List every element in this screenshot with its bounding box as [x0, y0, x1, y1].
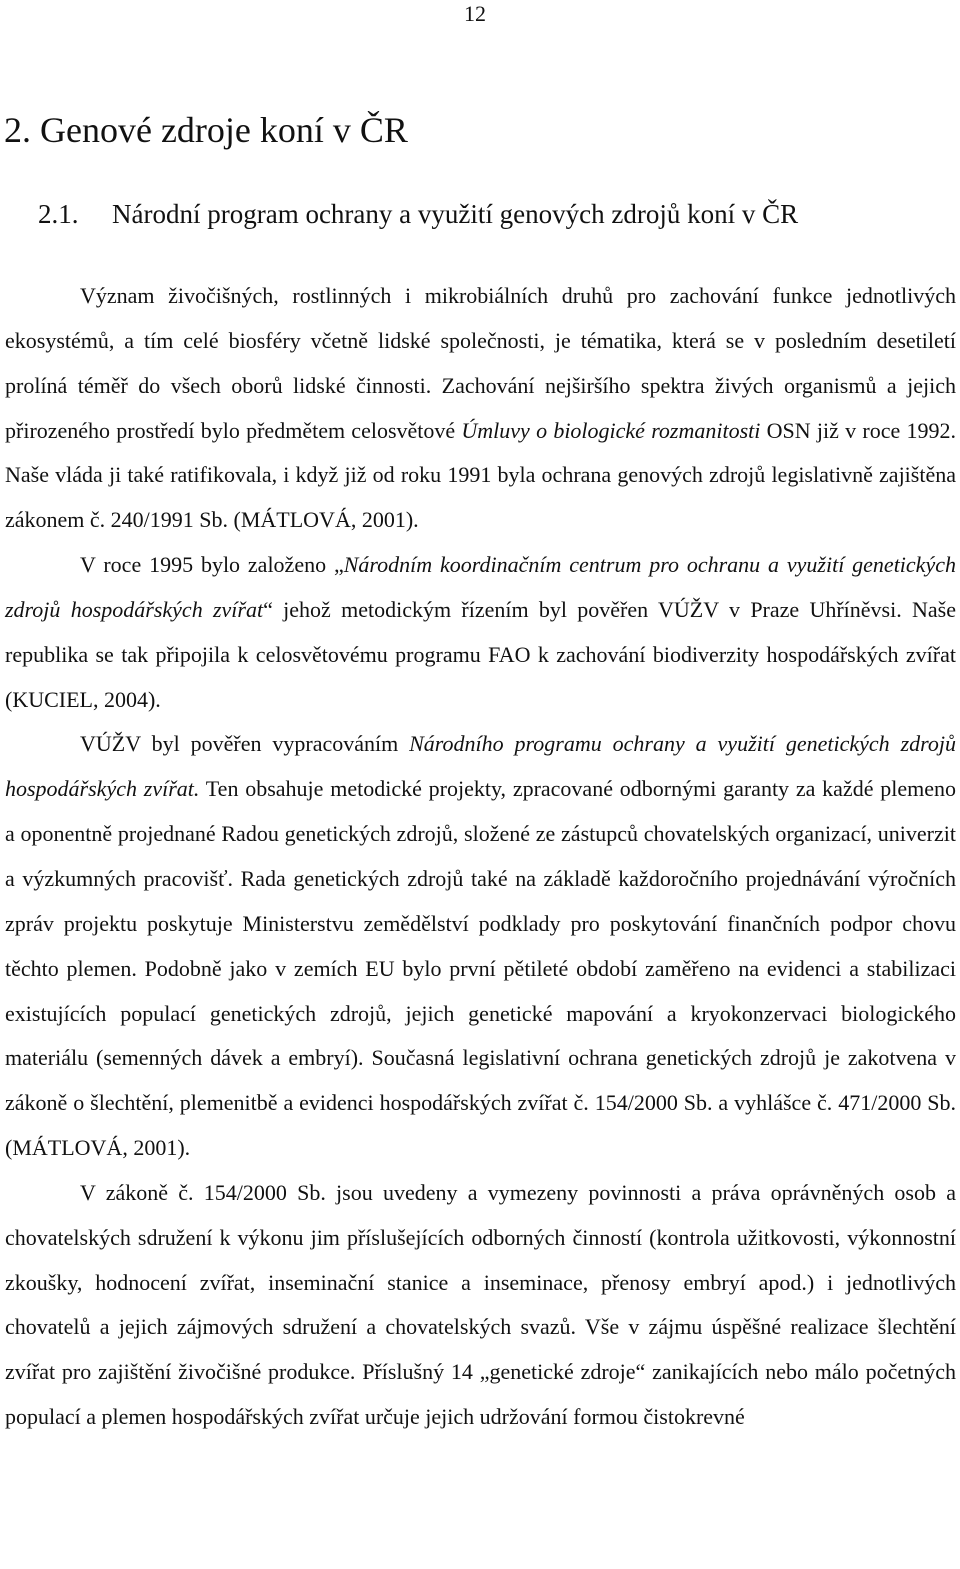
paragraph-1-italic: Úmluvy o biologické rozmanitosti	[461, 417, 761, 443]
section-number: 2.1.	[38, 199, 79, 229]
paragraph-1-text-b: OSN již v roce 1992. Naše vláda ji také ratifikovala, i když již od roku 1991 byla ochrana genových zdrojů legislativně zajištěna zákonem č. 240/1991 Sb. (MÁTLOVÁ, 2001).	[5, 417, 956, 533]
paragraph-2-text-b: “ jehož metodickým řízením byl pověřen VÚŽV v Praze Uhříněvsi. Naše republika se tak připojila k celosvětovému programu FAO k zachování biodiverzity hospodářských zvířat (KUCIEL, 2004).	[5, 596, 957, 712]
paragraph-3-italic: Národního programu ochrany a využití genetických zdrojů hospodářských zvířat.	[5, 731, 956, 802]
page-number: 12	[464, 1, 486, 26]
body-text	[5, 274, 956, 1440]
paragraph-2-italic: Národním koordinačním centrum pro ochranu a využití genetických zdrojů hospodářských zvířat	[5, 552, 956, 622]
paragraph-4: V zákoně č. 154/2000 Sb. jsou uvedeny a vymezeny povinnosti a práva oprávněných osob a chovatelských sdružení k výkonu jim příslušejících odborných činností (kontrola užitkovosti, výkonnostní zkoušky, hodnocení zvířat, inseminační stanice a inseminace, přenosy embryí apod.) i jednotlivých chovatelů a jejich zájmových sdružení a chovatelských svazů. Vše v zájmu úspěšné realizace šlechtění zvířat pro zajištění živočišné produkce. Příslušný 14 „genetické zdroje“ zanikajících nebo málo početných populací a plemen hospodářských zvířat určuje jejich udržování formou čistokrevné	[5, 1179, 956, 1430]
paragraph-2-text-a: V roce 1995 bylo založeno „	[80, 552, 344, 578]
section-title-text: Národní program ochrany a využití genových zdrojů koní v ČR	[112, 199, 799, 229]
paragraph-1	[5, 274, 956, 543]
paragraph-3-text-a: VÚŽV byl pověřen vypracováním	[80, 731, 410, 757]
paragraph-2	[5, 543, 956, 722]
chapter-title: 2. Genové zdroje koní v ČR	[4, 110, 408, 150]
paragraph-1-text-a: Význam živočišných, rostlinných i mikrobiálních druhů pro zachování funkce jednotlivých ekosystémů, a tím celé biosféry včetně lidské společnosti, je tématika, která se v posledním desetiletí prolíná téměř do všech oborů lidské činnosti. Zachování nejširšího spektra živých organismů a jejich přirozeného prostředí bylo předmětem celosvětové	[5, 283, 956, 443]
section-title	[38, 196, 798, 232]
paragraph-3-text-b: Ten obsahuje metodické projekty, zpracované odbornými garanty za každé plemeno a oponentně projednané Radou genetických zdrojů, složené ze zástupců chovatelských organizací, univerzit a výzkumných pracovišť. Rada genetických zdrojů také na základě každoročního projednávání výročních zpráv projektu poskytuje Ministerstvu zemědělství podklady pro poskytování finančních podpor chovu těchto plemen. Podobně jako v zemích EU bylo první pětileté období zaměřeno na evidenci a stabilizaci existujících populací genetických zdrojů, jejich genetické mapování a kryokonzervaci biologického materiálu (semenných dávek a embryí). Současná legislativní ochrana genetických zdrojů je zakotvena v zákoně o šlechtění, plemenitbě a evidenci hospodářských zvířat č. 154/2000 Sb. a vyhlášce č. 471/2000 Sb. (MÁTLOVÁ, 2001).	[5, 776, 956, 1161]
paragraph-3	[5, 722, 956, 1170]
